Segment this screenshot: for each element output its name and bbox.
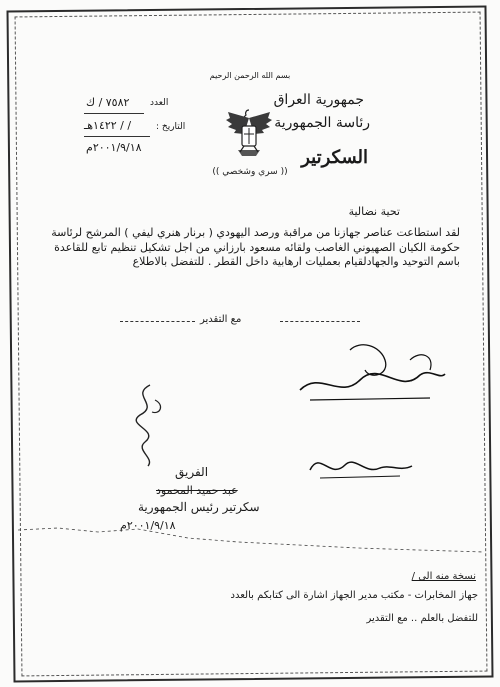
letter-body: لقد استطاعت عناصر جهازنا من مراقبة ورصد اليهودي ( برنار هنري ليفي ) المرشح لرئاسة حكومة الكيان الصهيوني الغاصب ولقائه مسعود بارزاني من اجل تشكيل تنظيم تابع للقاعدة باسم التوحيد والجهادلقيام بعمليات ارهابية داخل القطر . للتفضل بالاطلاع (51, 226, 460, 268)
basmala: بسم الله الرحمن الرحيم (209, 71, 291, 80)
eagle-emblem-icon (224, 106, 274, 164)
date-underline (84, 136, 150, 137)
copy-recipient: جهاز المخابرات - مكتب مدير الجهاز اشارة الى كتابكم بالعدد (230, 590, 478, 601)
copy-heading: نسخة منه الى / (411, 571, 476, 582)
copy-closing: للتفضل بالعلم .. مع التقدير (366, 613, 478, 624)
republic-title: جمهورية العراق (273, 92, 364, 108)
date-label: التاريخ : (156, 122, 186, 132)
greeting: تحية نضالية (348, 205, 400, 218)
signature-date: ٢٠٠١/٩/١٨م (120, 519, 176, 532)
classification-label: (( سري وشخصي )) (212, 167, 288, 177)
regards-dash-left (120, 321, 195, 323)
regards-dash-right (280, 321, 360, 323)
secretary-title: السكرتير (301, 147, 368, 168)
signature-role: سكرتير رئيس الجمهورية (138, 500, 260, 514)
number-label: العدد (150, 98, 169, 108)
handwritten-initials (300, 440, 420, 490)
signature-rank: الفريق (175, 465, 209, 479)
page-crease (18, 520, 484, 560)
number-value: ٧٥٨٢ / ك (86, 96, 130, 109)
date-gregorian: ٢٠٠١/٩/١٨م (86, 141, 142, 154)
date-hijri: / / ١٤٢٢هـ (84, 119, 132, 132)
number-underline (84, 113, 144, 114)
handwritten-scribble-left (120, 380, 180, 470)
presidency-title: رئاسة الجمهورية (274, 115, 370, 131)
regards-line: مع التقدير (200, 314, 242, 325)
handwritten-signature-right (290, 330, 450, 420)
signature-name: عبد حميد المحمود (156, 484, 238, 497)
